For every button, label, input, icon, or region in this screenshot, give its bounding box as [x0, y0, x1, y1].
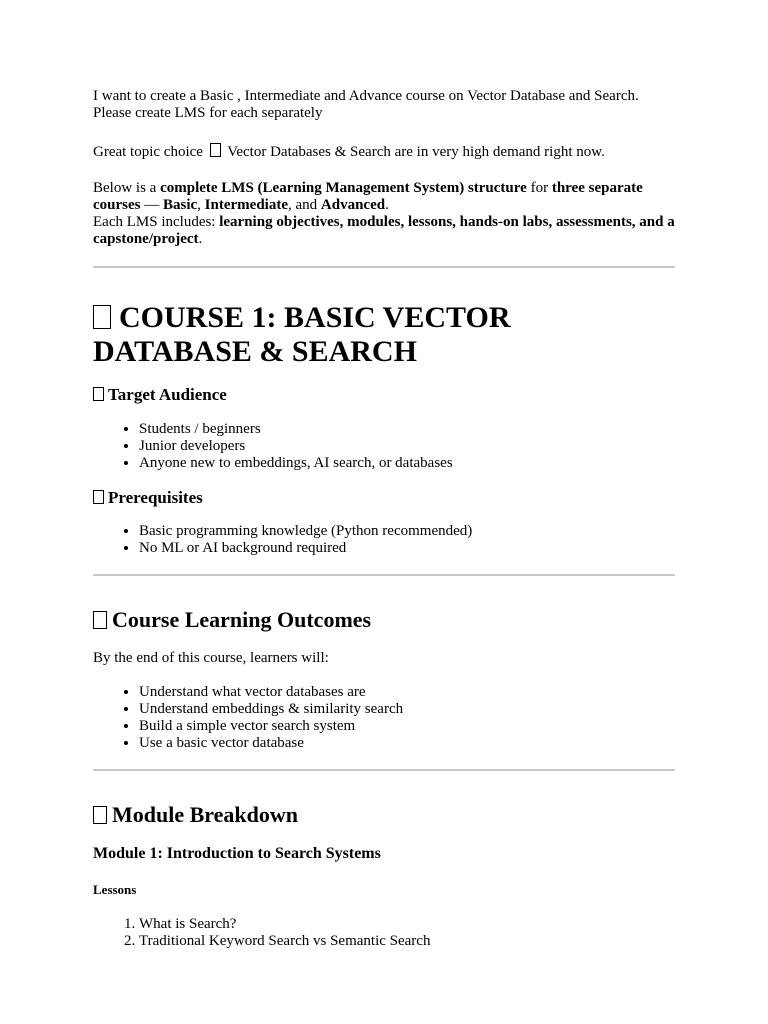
list-item: • Build a simple vector search system: [139, 718, 675, 735]
summary-bold-lms: complete LMS (Learning Management System) structure: [160, 180, 527, 196]
list-item: • Understand embeddings & similarity search: [139, 701, 675, 718]
target-audience-heading-text: Target Audience: [108, 385, 227, 404]
intro-lms-includes: [93, 214, 675, 248]
greeting-text-before: Great topic choice: [93, 144, 203, 160]
summary-text: for: [526, 180, 552, 196]
tofu-glyph-icon: [93, 305, 111, 329]
outcomes-heading: [93, 608, 675, 632]
module-breakdown-heading: [93, 803, 675, 827]
lessons-heading: Lessons: [93, 882, 137, 897]
module-1-title: Module 1: Introduction to Search Systems: [93, 845, 381, 862]
summary-text: —: [140, 197, 163, 213]
summary-text: Below is a: [93, 180, 161, 196]
divider: [93, 574, 675, 576]
summary-text: ,: [197, 197, 205, 213]
tofu-glyph-icon: [210, 143, 221, 157]
list-item: • Understand what vector databases are: [139, 684, 675, 701]
summary-bold-advanced: Advanced: [320, 197, 386, 213]
divider: [93, 266, 675, 268]
tofu-glyph-icon: [93, 806, 107, 824]
tofu-glyph-icon: [93, 490, 104, 504]
summary-text: , and: [287, 197, 321, 213]
divider: [93, 769, 675, 771]
target-audience-heading: [93, 385, 675, 405]
includes-bold-list: learning objectives, modules, lessons, hands-on labs, assessments, and a capstone/project: [93, 214, 675, 247]
list-item: • Use a basic vector database: [139, 735, 675, 752]
includes-text: Each LMS includes:: [93, 214, 220, 230]
summary-text: .: [385, 197, 389, 213]
lessons-list: [93, 916, 675, 950]
tofu-glyph-icon: [93, 387, 104, 401]
prerequisites-list: [93, 523, 675, 557]
list-item: • Junior developers: [139, 438, 675, 455]
tofu-glyph-icon: [93, 611, 107, 629]
target-audience-list: [93, 421, 675, 472]
list-item: 1. What is Search?: [139, 916, 675, 933]
summary-bold-courses: three separate courses: [93, 180, 643, 213]
outcomes-intro: By the end of this course, learners will:: [93, 650, 329, 666]
includes-text: .: [198, 231, 203, 247]
summary-bold-intermediate: Intermediate: [204, 197, 288, 213]
outcomes-list: [93, 684, 675, 752]
list-item: 2. Traditional Keyword Search vs Semantic Search: [139, 933, 675, 950]
outcomes-heading-text: Course Learning Outcomes: [112, 607, 372, 632]
course-title-text: COURSE 1: BASIC VECTOR DATABASE & SEARCH: [93, 301, 511, 368]
prerequisites-heading: [93, 488, 675, 508]
module-breakdown-heading-text: Module Breakdown: [112, 802, 299, 827]
list-item: • No ML or AI background required: [139, 540, 675, 557]
greeting-text-after: Vector Databases & Search are in very high demand right now.: [227, 144, 605, 160]
prerequisites-heading-text: Prerequisites: [108, 488, 203, 507]
summary-bold-basic: Basic: [163, 197, 198, 213]
list-item: • Students / beginners: [139, 421, 675, 438]
list-item: • Anyone new to embeddings, AI search, or databases: [139, 455, 675, 472]
intro-request: I want to create a Basic , Intermediate and Advance course on Vector Database and Search. Please create LMS for each separately: [93, 88, 639, 121]
list-item: • Basic programming knowledge (Python recommended): [139, 523, 675, 540]
intro-greeting: [93, 143, 675, 161]
course-title: [93, 301, 675, 369]
intro-structure-summary: [93, 180, 675, 214]
